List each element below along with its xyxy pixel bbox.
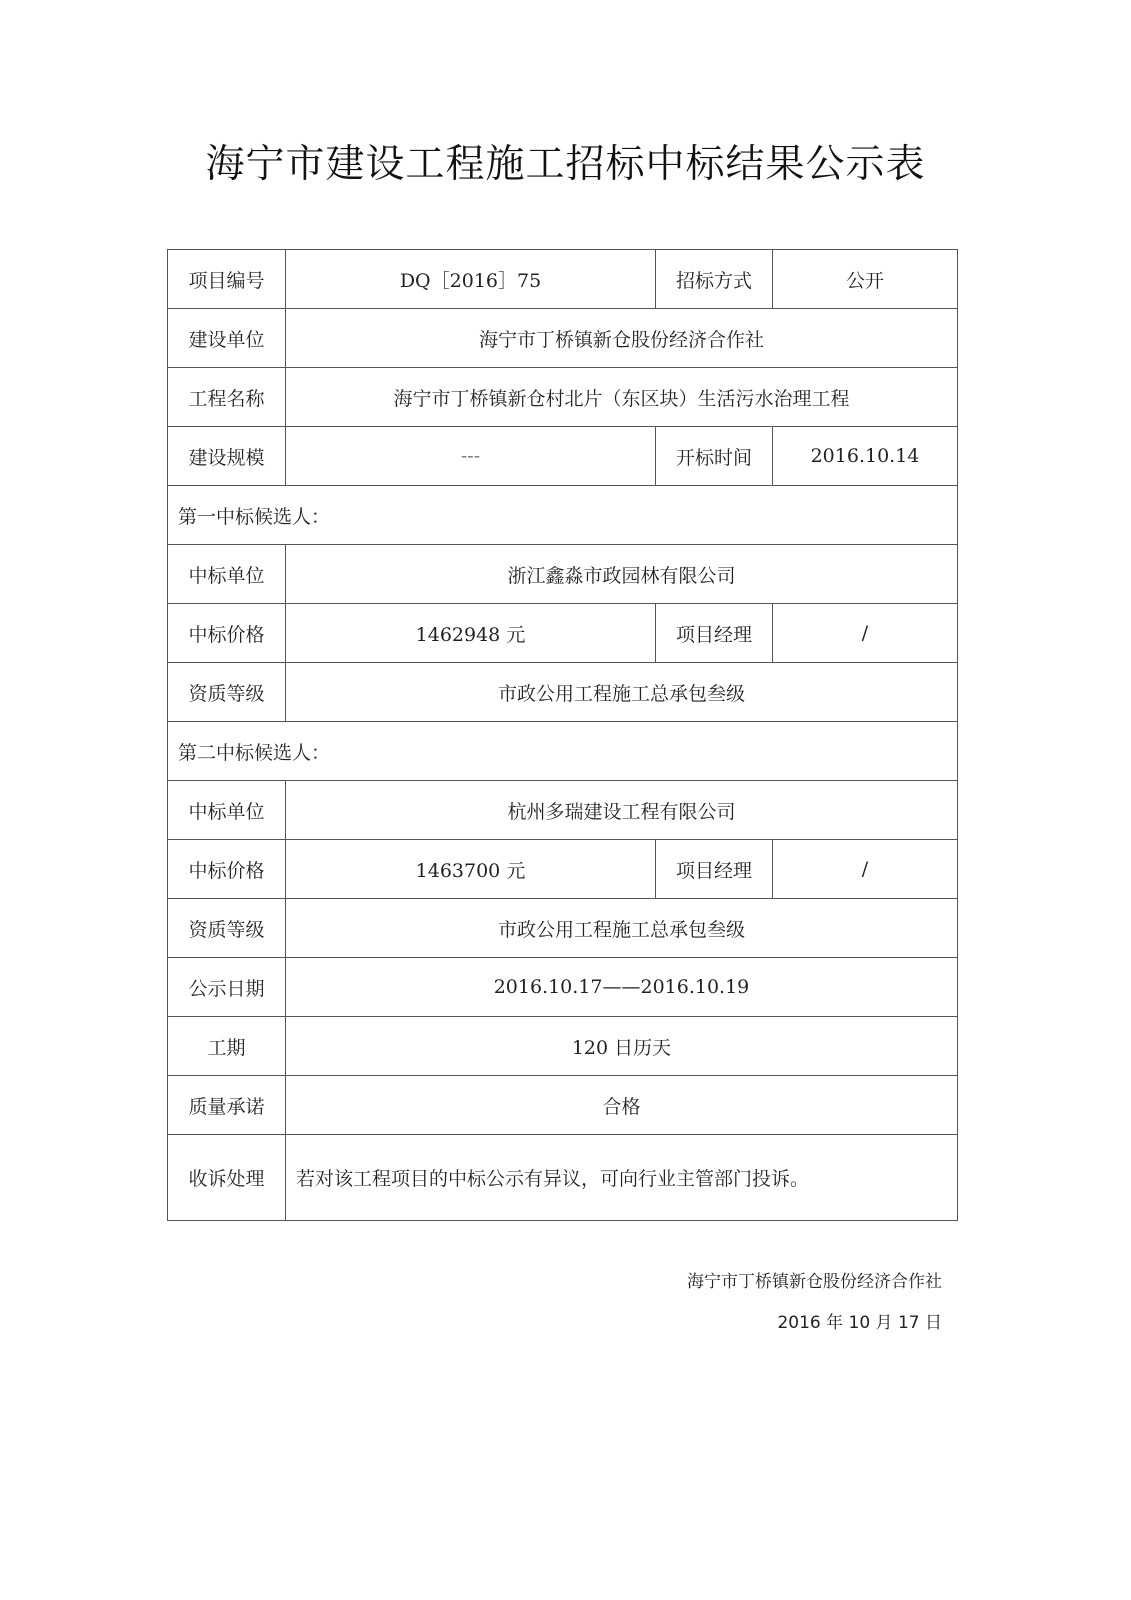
project-no-label: 项目编号 (168, 250, 286, 309)
duration-value: 120 日历天 (286, 1017, 958, 1076)
row-builder (168, 309, 958, 368)
candidate-1-heading: 第一中标候选人： (168, 486, 958, 545)
complaint-label: 收诉处理 (168, 1135, 286, 1221)
quality-label: 质量承诺 (168, 1076, 286, 1135)
publicity-label: 公示日期 (168, 958, 286, 1017)
project-name-label: 工程名称 (168, 368, 286, 427)
quality-value: 合格 (286, 1076, 958, 1135)
issuer-organization: 海宁市丁桥镇新仓股份经济合作社 (687, 1272, 942, 1292)
candidate-1-qualification-label: 资质等级 (168, 663, 286, 722)
candidate-1-qualification-value: 市政公用工程施工总承包叁级 (286, 663, 958, 722)
candidate-2-price-label: 中标价格 (168, 840, 286, 899)
row-publicity (168, 958, 958, 1017)
issue-date: 2016 年 10 月 17 日 (777, 1313, 942, 1333)
document-title: 海宁市建设工程施工招标中标结果公示表 (205, 142, 926, 187)
candidate-2-price-value: 1463700 元 (286, 840, 656, 899)
bid-result-table (167, 249, 958, 1221)
candidate-2-manager-label: 项目经理 (656, 840, 773, 899)
row-candidate-2-qualification (168, 899, 958, 958)
tender-method-value: 公开 (773, 250, 958, 309)
complaint-value: 若对该工程项目的中标公示有异议，可向行业主管部门投诉。 (286, 1135, 958, 1221)
candidate-2-manager-value: / (773, 840, 958, 899)
candidate-1-price-value: 1462948 元 (286, 604, 656, 663)
row-candidate-1-price (168, 604, 958, 663)
row-scale (168, 427, 958, 486)
candidate-2-unit-value: 杭州多瑞建设工程有限公司 (286, 781, 958, 840)
row-candidate-2-unit (168, 781, 958, 840)
candidate-1-manager-value: / (773, 604, 958, 663)
builder-value: 海宁市丁桥镇新仓股份经济合作社 (286, 309, 958, 368)
row-candidate-1-qualification (168, 663, 958, 722)
row-candidate-2-price (168, 840, 958, 899)
row-candidate-1-unit (168, 545, 958, 604)
scale-value: --- (286, 427, 656, 486)
row-candidate-2-heading (168, 722, 958, 781)
candidate-2-unit-label: 中标单位 (168, 781, 286, 840)
duration-label: 工期 (168, 1017, 286, 1076)
candidate-1-price-label: 中标价格 (168, 604, 286, 663)
candidate-1-unit-value: 浙江鑫淼市政园林有限公司 (286, 545, 958, 604)
project-no-value: DQ［2016］75 (286, 250, 656, 309)
candidate-1-manager-label: 项目经理 (656, 604, 773, 663)
candidate-2-heading: 第二中标候选人： (168, 722, 958, 781)
row-complaint (168, 1135, 958, 1221)
candidate-2-qualification-value: 市政公用工程施工总承包叁级 (286, 899, 958, 958)
open-time-value: 2016.10.14 (773, 427, 958, 486)
builder-label: 建设单位 (168, 309, 286, 368)
project-name-value: 海宁市丁桥镇新仓村北片（东区块）生活污水治理工程 (286, 368, 958, 427)
row-quality (168, 1076, 958, 1135)
row-candidate-1-heading (168, 486, 958, 545)
publicity-value: 2016.10.17——2016.10.19 (286, 958, 958, 1017)
candidate-2-qualification-label: 资质等级 (168, 899, 286, 958)
tender-method-label: 招标方式 (656, 250, 773, 309)
row-project-no (168, 250, 958, 309)
open-time-label: 开标时间 (656, 427, 773, 486)
row-duration (168, 1017, 958, 1076)
candidate-1-unit-label: 中标单位 (168, 545, 286, 604)
scale-label: 建设规模 (168, 427, 286, 486)
row-project-name (168, 368, 958, 427)
